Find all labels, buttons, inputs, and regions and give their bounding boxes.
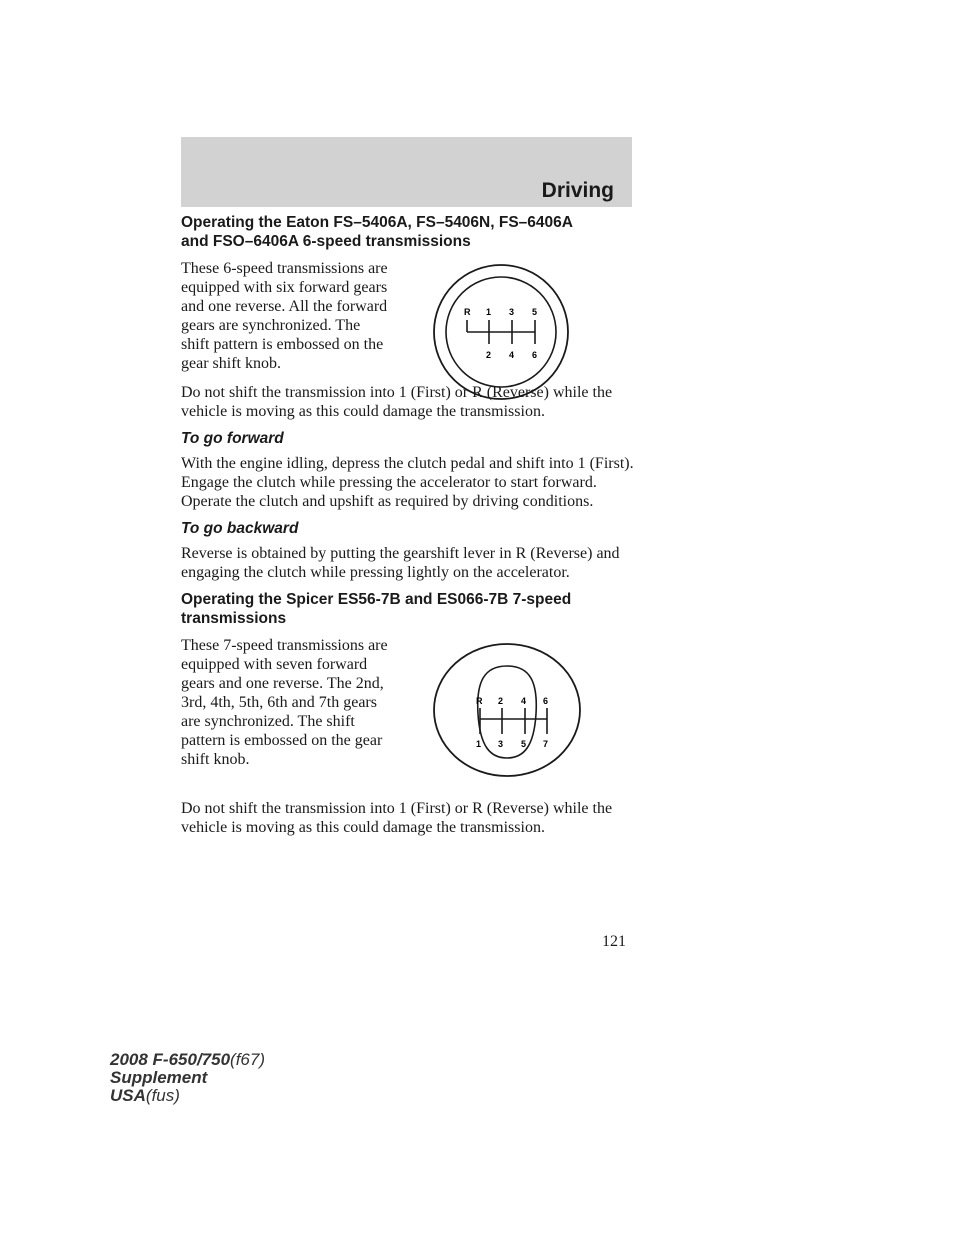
page-number: 121: [602, 933, 626, 950]
gear-label-4: 4: [509, 350, 515, 360]
gear-label-r: R: [464, 307, 471, 317]
heading-6-speed: Operating the Eaton FS–5406A, FS–5406N, FS–6406A and FSO–6406A 6-speed transmissions: [181, 214, 573, 250]
gear-label-2: 2: [486, 350, 492, 360]
gear-label-5: 5: [521, 739, 527, 749]
gear-label-4: 4: [521, 696, 527, 706]
gear-label-5: 5: [532, 307, 538, 317]
gear-label-2: 2: [498, 696, 504, 706]
gear-label-3: 3: [498, 739, 504, 749]
footer-market-code: (fus): [145, 1086, 180, 1105]
subheading-forward: To go forward: [181, 430, 284, 447]
gear-label-1: 1: [486, 307, 492, 317]
heading-7-speed: Operating the Spicer ES56-7B and ES066-7B 7-speed transmissions: [181, 591, 572, 627]
footer-model-code: (f67): [230, 1050, 266, 1069]
subheading-backward: To go backward: [181, 520, 299, 537]
warning-7-speed: Do not shift the transmission into 1 (First) or R (Reverse) while the vehicle is moving as this could damage the transmission.: [181, 800, 613, 836]
shift-knob-6-speed-illustration: [431, 262, 571, 402]
text-backward: Reverse is obtained by putting the gearshift lever in R (Reverse) and engaging the clutch while pressing lightly on the accelerator.: [181, 545, 620, 581]
gear-label-r: R: [476, 696, 483, 706]
footer-market: USA: [110, 1086, 146, 1105]
gear-label-1: 1: [476, 739, 482, 749]
shift-pattern-6-speed-svg: [431, 262, 571, 402]
intro-6-speed: These 6-speed transmissions are equipped with six forward gears and one reverse. All the forward gears are synchronized. The shift pattern is embossed on the gear shift knob.: [181, 260, 388, 372]
gear-label-3: 3: [509, 307, 515, 317]
gear-label-7: 7: [543, 739, 549, 749]
gear-label-6: 6: [543, 696, 549, 706]
intro-7-speed: These 7-speed transmissions are equipped with seven forward gears and one reverse. The 2nd, 3rd, 4th, 5th, 6th and 7th gears are synchronized. The shift pattern is embossed on the gear shift knob.: [181, 637, 388, 768]
footer-doc-type: Supplement: [110, 1068, 208, 1087]
warning-6-speed: Do not shift the transmission into 1 (First) or R (Reverse) while the vehicle is moving as this could damage the transmission.: [181, 384, 613, 420]
text-forward: With the engine idling, depress the clutch pedal and shift into 1 (First). Engage the clutch while pressing the accelerator to start forward. Operate the clutch and upshift as required by driving conditions.: [181, 455, 634, 510]
section-header-band: [181, 137, 632, 207]
section-title: Driving: [541, 179, 614, 202]
shift-knob-7-speed-illustration: [430, 642, 585, 782]
footer-document-id: [110, 1051, 265, 1105]
shift-pattern-7-speed-svg: [430, 642, 585, 782]
gear-label-6: 6: [532, 350, 538, 360]
footer-model: 2008 F-650/750: [110, 1050, 231, 1069]
